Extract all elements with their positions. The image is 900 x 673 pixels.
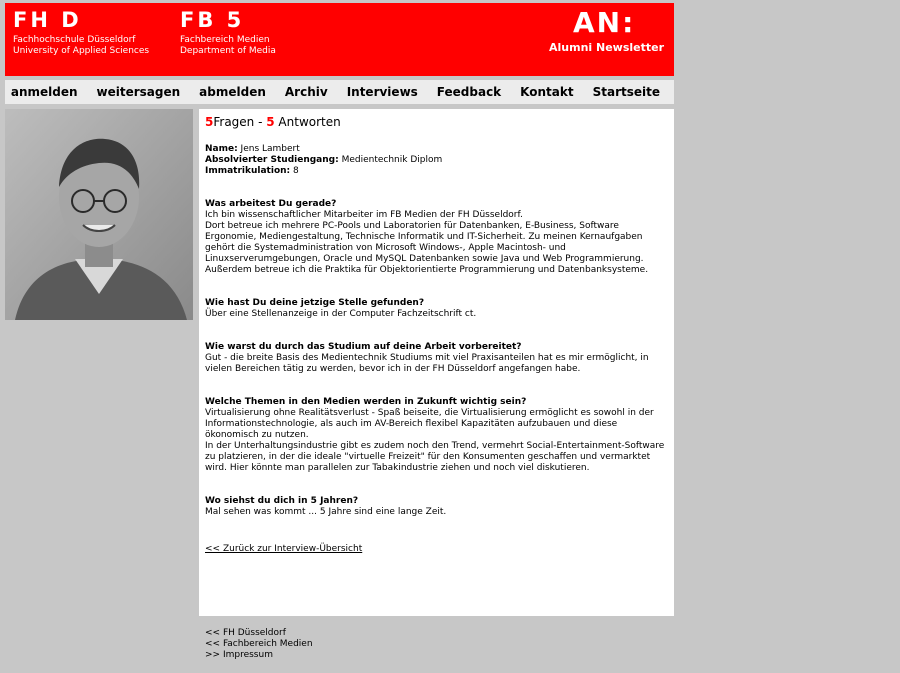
answer-paragraph: Virtualisierung ohne Realitätsverlust - Spaß beiseite, die Virtualisierung ermöglicht es sowohl in der Informationstechnologie, als auch im AV-Bereich flexibel Kapazitäten aufzubauen und diese ökonomisch zu nutzen. — [205, 408, 654, 440]
footer-link-fachbereich-medien[interactable]: << Fachbereich Medien — [205, 639, 313, 649]
page-title — [205, 115, 667, 129]
fb5-logo-line2: Department of Media — [180, 46, 276, 56]
qa-item — [205, 199, 667, 276]
footer-link-fh-duesseldorf[interactable]: << FH Düsseldorf — [205, 628, 286, 638]
qa-item — [205, 496, 667, 518]
fb5-logo-line1: Fachbereich Medien — [180, 35, 270, 45]
nav-abmelden[interactable]: abmelden — [199, 85, 266, 99]
nav-interviews[interactable]: Interviews — [346, 85, 418, 99]
degree-value: Medientechnik Diplom — [338, 155, 443, 165]
nav-anmelden[interactable]: anmelden — [10, 85, 78, 99]
answer-paragraph: Außerdem betreue ich die Praktika für Objektorientierte Programmierung und Datenbanksysteme. — [205, 265, 649, 275]
degree-label: Absolvierter Studiengang: — [205, 155, 339, 165]
enrollment-value: 8 — [290, 166, 299, 176]
name-value: Jens Lambert — [237, 144, 300, 154]
profile-degree — [205, 155, 667, 166]
question: Wie hast Du deine jetzige Stelle gefunden? — [205, 298, 425, 308]
fhd-logo-mark: FH D — [13, 8, 82, 32]
profile-block — [205, 144, 667, 177]
profile-name — [205, 144, 667, 155]
title-number-1: 5 — [205, 115, 214, 129]
question: Wo siehst du dich in 5 Jahren? — [205, 496, 359, 506]
name-label: Name: — [205, 144, 238, 154]
title-number-2: 5 — [266, 115, 275, 129]
an-logo-subtitle: Alumni Newsletter — [549, 41, 665, 54]
nav-kontakt[interactable]: Kontakt — [520, 85, 574, 99]
footer-link-impressum[interactable]: >> Impressum — [205, 650, 273, 660]
enrollment-label: Immatrikulation: — [205, 166, 291, 176]
fhd-logo[interactable] — [13, 9, 149, 57]
question: Was arbeitest Du gerade? — [205, 199, 337, 209]
fb5-logo[interactable] — [180, 9, 276, 57]
site-header — [5, 3, 674, 76]
interview-content — [199, 109, 674, 616]
title-text-2: Antworten — [274, 115, 341, 129]
nav-feedback[interactable]: Feedback — [436, 85, 502, 99]
answer-paragraph: Dort betreue ich mehrere PC-Pools und Laboratorien für Datenbanken, E-Business, Software Ergonomie, Mediengestaltung, Technische Informatik und IT-Sicherheit. Zu meinen Kernaufgaben gehört die Systemadministration von Microsoft Windows-, Apple Macintosh- und Linuxserverumgebungen, Oracle und MySQL Datenbanken sowie Java und Web Programmierung. — [205, 221, 644, 264]
back-to-interviews-link[interactable]: << Zurück zur Interview-Übersicht — [205, 544, 363, 554]
title-text-1: Fragen - — [213, 115, 267, 129]
alumni-newsletter-logo[interactable] — [549, 6, 665, 54]
main-nav — [5, 80, 674, 104]
fhd-logo-line1: Fachhochschule Düsseldorf — [13, 35, 136, 45]
answer-paragraph: Über eine Stellenanzeige in der Computer Fachzeitschrift ct. — [205, 309, 477, 319]
portrait-image — [5, 109, 193, 320]
qa-item — [205, 298, 667, 320]
qa-item — [205, 397, 667, 474]
an-logo-mark: AN: — [573, 6, 636, 39]
answer-paragraph: Mal sehen was kommt ... 5 Jahre sind eine lange Zeit. — [205, 507, 447, 517]
question: Welche Themen in den Medien werden in Zukunft wichtig sein? — [205, 397, 527, 407]
fb5-logo-mark: FB 5 — [180, 8, 245, 32]
qa-item — [205, 342, 667, 375]
fhd-logo-line2: University of Applied Sciences — [13, 46, 150, 56]
question: Wie warst du durch das Studium auf deine Arbeit vorbereitet? — [205, 342, 522, 352]
answer-paragraph: Gut - die breite Basis des Medientechnik Studiums mit viel Praxisanteilen hat es mir ermöglicht, in vielen Bereichen tätig zu werden, bevor ich in der FH Düsseldorf angefangen habe. — [205, 353, 649, 374]
answer-paragraph: Ich bin wissenschaftlicher Mitarbeiter im FB Medien der FH Düsseldorf. — [205, 210, 523, 220]
nav-startseite[interactable]: Startseite — [592, 85, 660, 99]
portrait-photo — [5, 109, 193, 320]
nav-weitersagen[interactable]: weitersagen — [96, 85, 181, 99]
profile-enrollment — [205, 166, 667, 177]
footer-links — [205, 628, 313, 661]
answer-paragraph: In der Unterhaltungsindustrie gibt es zudem noch den Trend, vermehrt Social-Entertainment-Software zu platzieren, in der die ideale "virtuelle Freizeit" für den Konsumenten geschaffen und vermarktet wird. Hier könnte man parallelen zur Tabakindustrie ziehen und noch viel diskutieren. — [205, 441, 665, 473]
nav-archiv[interactable]: Archiv — [284, 85, 328, 99]
